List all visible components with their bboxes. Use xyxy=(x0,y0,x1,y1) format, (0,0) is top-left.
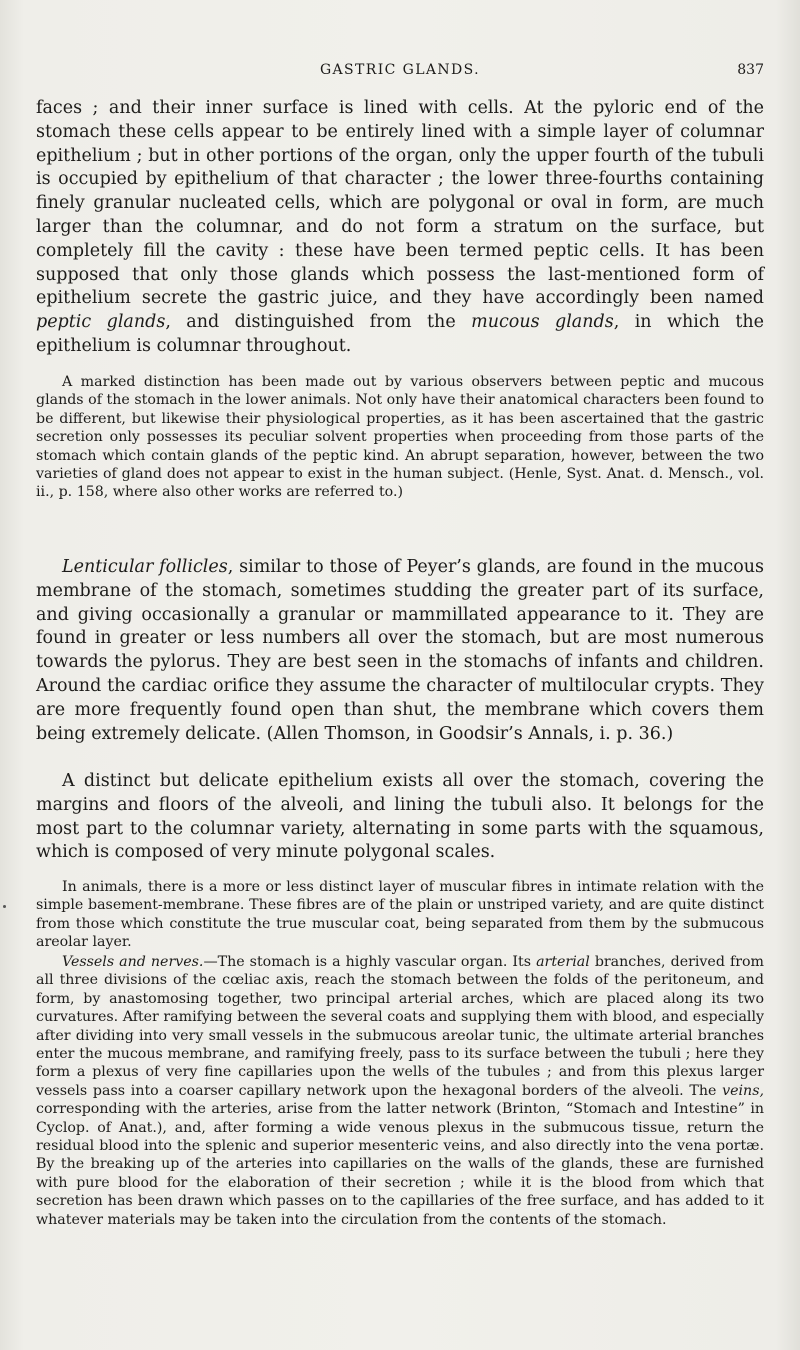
italic-heading: Vessels and nerves. xyxy=(62,954,204,970)
text-run: , in which the epithelium is columnar throughout. xyxy=(36,312,764,356)
italic-term: veins, xyxy=(722,1082,764,1099)
text-run: faces ; and their inner surface is lined with cells. At the pyloric end of the stomach these cells appear to be entirely lined with a simple layer of columnar epithelium ; but in other portions of the organ, only the upper fourth of the tubuli is occupied by epithelium of that character ; the lower three-fourths containing finely granular nucleated cells, which are polygonal or oval in form, are much larger than the columnar, and do not form a stratum on the surface, but completely fill the cavity : these have been termed peptic cells. It has been supposed that only those glands which possess the last-mentioned form of epithelium secrete the gastric juice, and they have accordingly been named xyxy=(36,98,764,309)
page-number: 837 xyxy=(737,62,764,78)
running-title: GASTRIC GLANDS. xyxy=(319,62,481,78)
note-text: A marked distinction has been made out by various observers between peptic and mucous glands of the stomach in the lower animals. Not only have their anatomical characters been found to be different, but likewise their physiological properties, as it has been ascertained that the gastric secretion only possesses its peculiar solvent properties when proceeding from those parts of the stomach which contain glands of the peptic kind. An abrupt separation, however, between the two varieties of gland does not appear to exist in the human subject. (Henle, Syst. Anat. d. Mensch., vol. ii., p. 158, where also other works are referred to.) xyxy=(36,374,764,501)
text-run: , similar to those of Peyer’s glands, are found in the mucous membrane of the stomach, sometimes studding the greater part of its surface, and giving occasionally a granular or mammillated appearance to it. They are found in greater or less numbers all over the stomach, but are most numerous towards the pylorus. They are best seen in the stomachs of infants and children. Around the cardiac orifice they assume the character of multilocular crypts. They are more frequently found open than shut, the membrane which covers them being extremely delicate. (Allen Thomson, in Goodsir’s Annals, i. p. 36.) xyxy=(36,557,764,744)
paragraph-peptic-cells xyxy=(36,97,764,359)
italic-term: mucous glands xyxy=(471,312,614,333)
paragraph-text: A distinct but delicate epithelium exists all over the stomach, covering the margins and floors of the alveoli, and lining the tubuli also. It belongs for the most part to the columnar variety, alternating in some parts with the squamous, which is composed of very minute polygonal scales. xyxy=(36,771,764,863)
margin-speck xyxy=(3,905,6,908)
italic-term: peptic glands xyxy=(36,312,166,333)
note-peptic-mucous-distinction xyxy=(36,373,764,502)
text-run: branches, derived from all three divisions of the cœliac axis, reach the stomach between the folds of the peritoneum, and form, by anastomosing together, two principal arterial arches, which are placed along its two curvatures. After ramifying between the several coats and supplying them with blood, and especially after dividing into very small vessels in the submucous areolar tunic, the ultimate arterial branches enter the mucous membrane, and ramifying freely, pass to its surface between the tubuli ; here they form a plexus of very fine capillaries upon the wells of the tubules ; and from this plexus larger vessels pass into a coarser capillary network upon the hexagonal borders of the alveoli. The xyxy=(36,954,764,1099)
note-text: In animals, there is a more or less distinct layer of muscular fibres in intimate relation with the simple basement-membrane. These fibres are of the plain or unstriped variety, and are quite distinct from those which constitute the true muscular coat, being separated from them by the submucous areolar layer. xyxy=(36,879,764,951)
text-run: —The stomach is a highly vascular organ. Its xyxy=(203,954,537,970)
note-muscular-fibres xyxy=(36,878,764,952)
italic-term: Lenticular follicles xyxy=(62,557,228,577)
paragraph-vessels-and-nerves xyxy=(36,953,764,1229)
text-run: , and distinguished from the xyxy=(165,312,472,333)
text-run: corresponding with the arteries, arise from the latter network (Brinton, “Stomach and Intestine” in Cyclop. of Anat.), and, after forming a wide venous plexus in the submucous tissue, return the residual blood into the splenic and superior mesenteric veins, and also directly into the vena portæ. By the breaking up of the arteries into capillaries on the walls of the glands, these are furnished with pure blood for the elaboration of their secretion ; while it is the blood from which that secretion has been drawn which passes on to the capillaries of the free surface, and has added to it whatever materials may be taken into the circulation from the contents of the stomach. xyxy=(36,1101,764,1228)
paragraph-epithelium xyxy=(36,770,764,865)
running-header xyxy=(36,62,764,82)
italic-term: arterial xyxy=(536,954,590,970)
paragraph-lenticular-follicles xyxy=(36,556,764,746)
